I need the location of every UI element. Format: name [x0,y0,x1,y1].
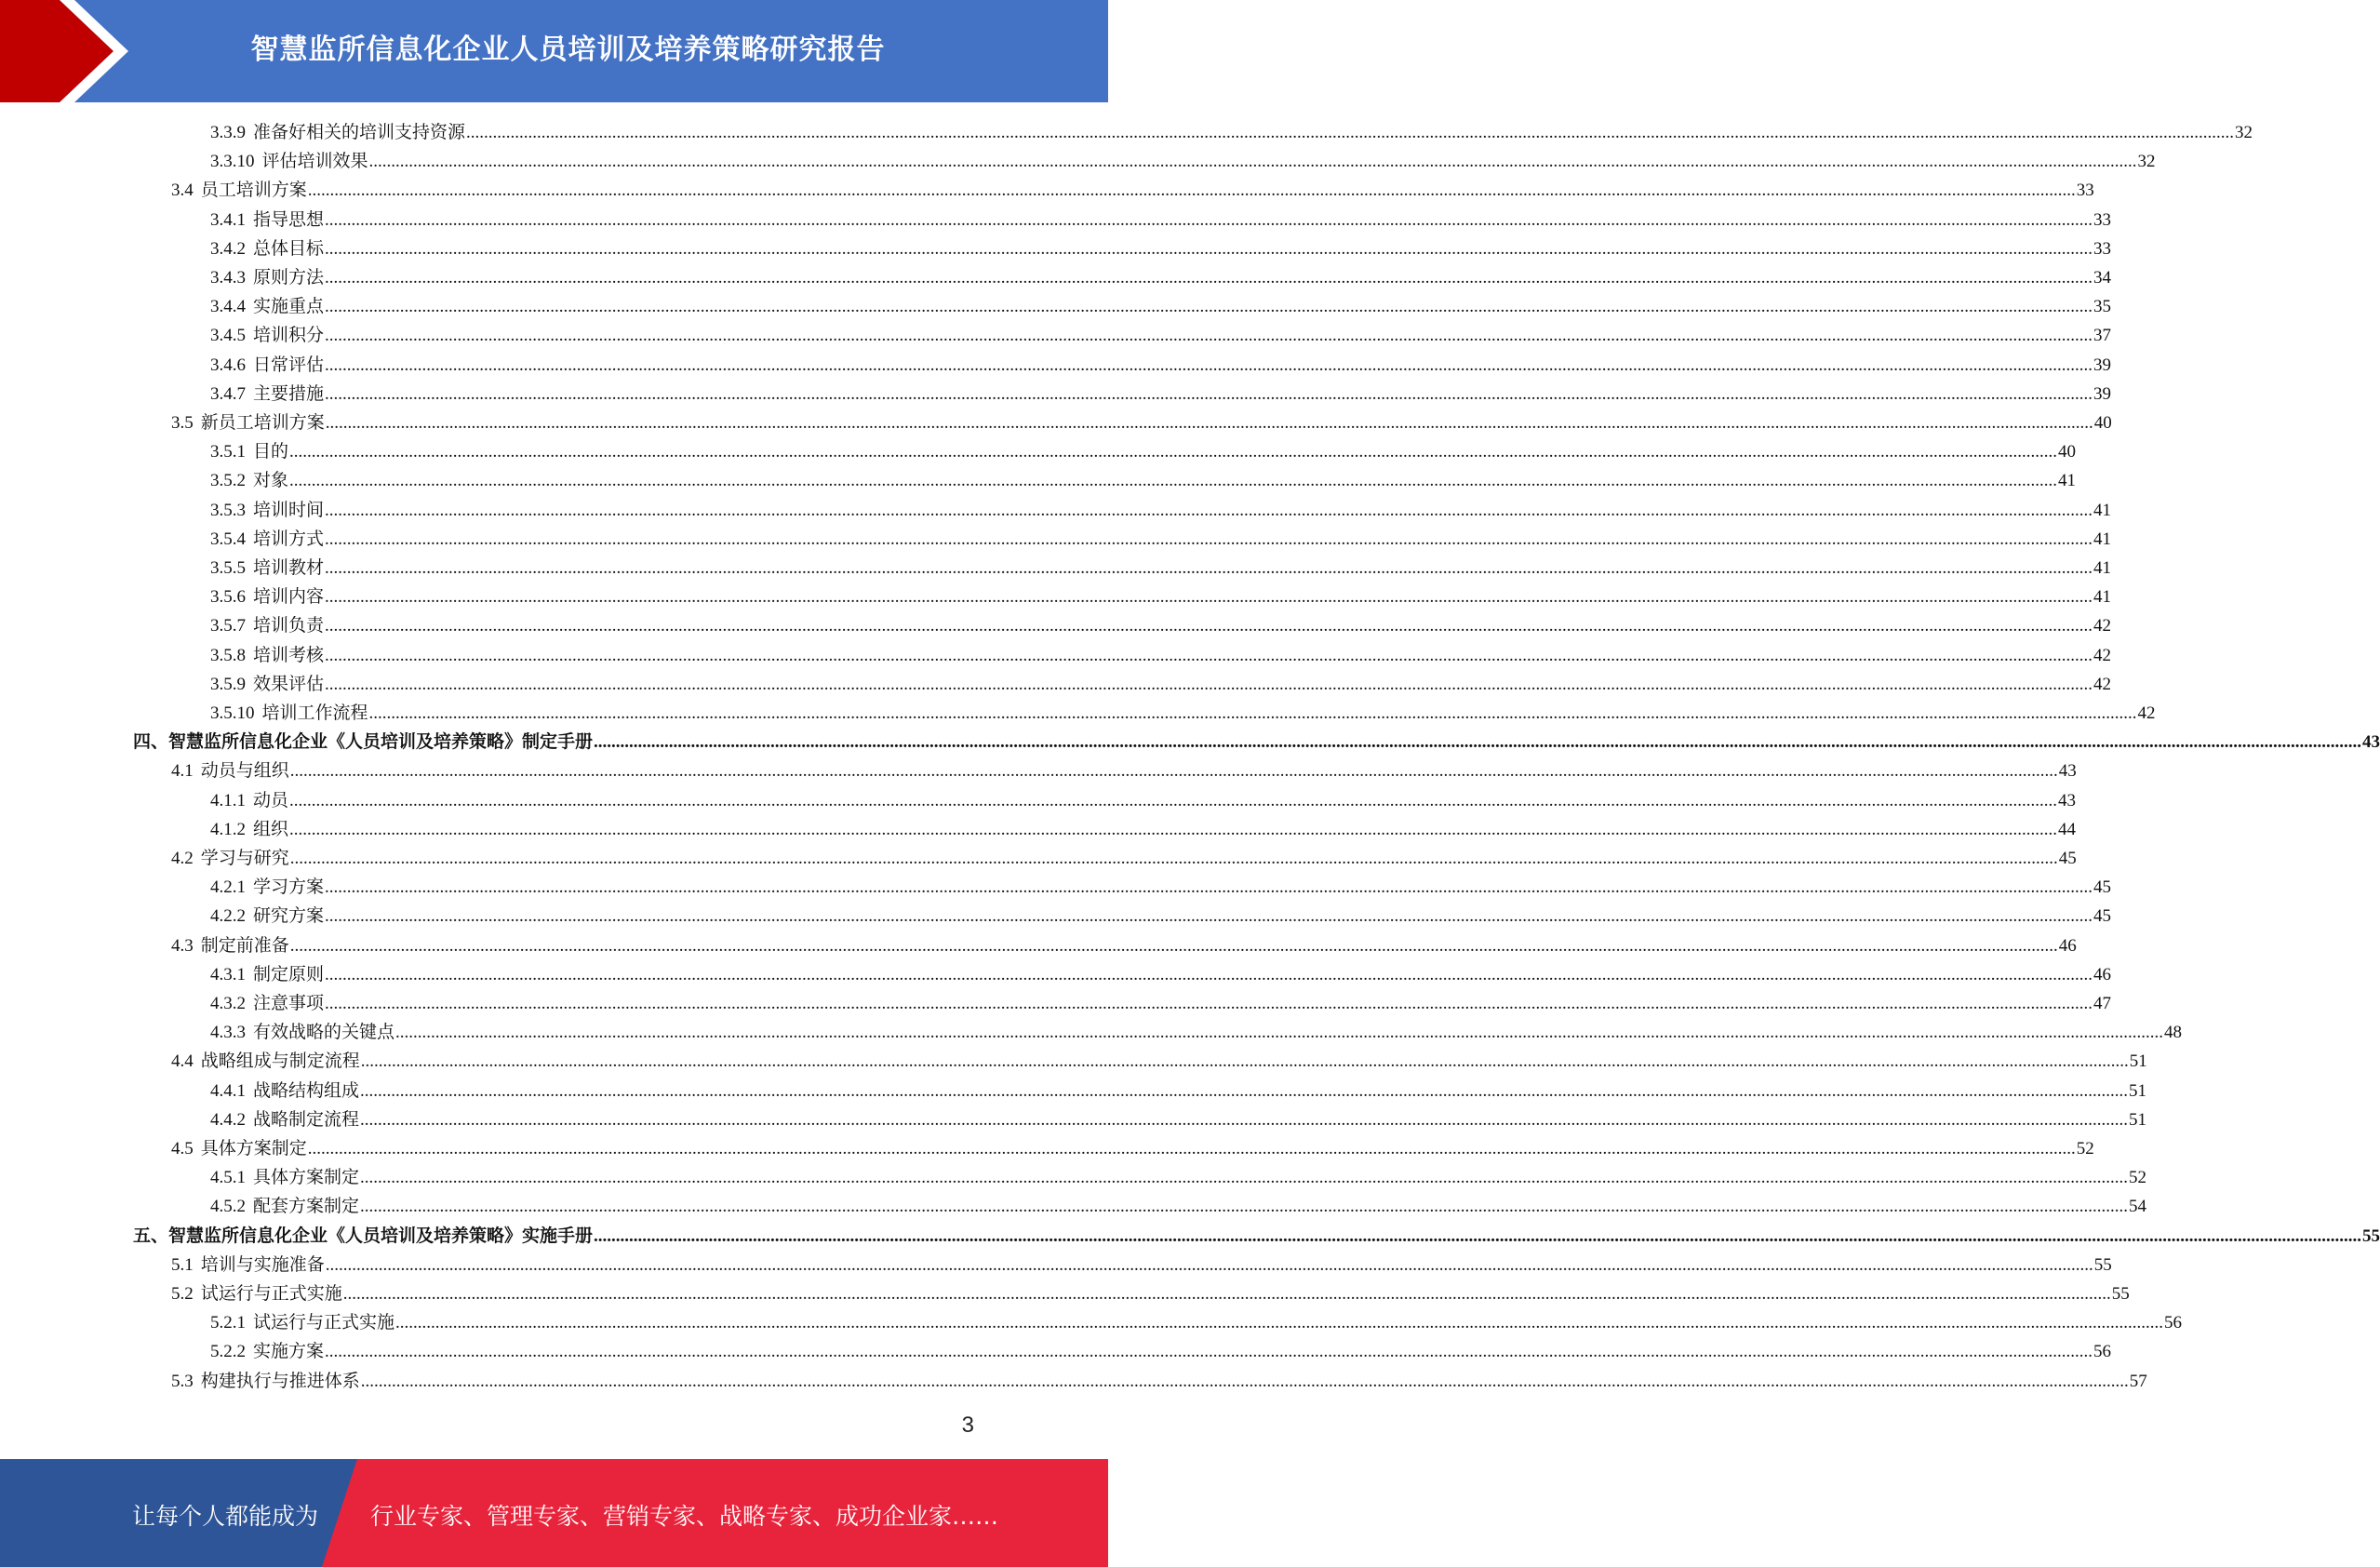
toc-entry-page: 41 [2093,587,2112,608]
toc-entry[interactable] [210,380,2112,408]
toc-dot-leader: ................................................................................................................................................................................................................................................................................................................................................................................................................ [289,442,2058,462]
toc-entry-title: 战略制定流程 [253,1109,360,1130]
toc-entry-page: 42 [2137,703,2156,723]
toc-entry-page: 43 [2362,732,2380,753]
toc-dot-leader: ................................................................................................................................................................................................................................................................................................................................................................................................................ [360,1168,2129,1188]
toc-dot-leader: ................................................................................................................................................................................................................................................................................................................................................................................................................ [289,819,2058,839]
toc-entry[interactable] [210,466,2077,495]
toc-entry[interactable] [210,147,2156,176]
toc-entry-title: 配套方案制定 [253,1197,360,1217]
toc-dot-leader: ................................................................................................................................................................................................................................................................................................................................................................................................................ [307,181,2076,201]
toc-entry-page: 35 [2093,297,2112,317]
toc-entry-title: 动员与组织 [200,761,289,782]
toc-entry[interactable] [133,728,2380,757]
toc-dot-leader: ................................................................................................................................................................................................................................................................................................................................................................................................................ [325,674,2093,694]
footer-slogan-right: 行业专家、管理专家、营销专家、战略专家、成功企业家…… [370,1503,999,1530]
toc-entry-number: 4.3.3 [210,1023,246,1043]
toc-dot-leader: ................................................................................................................................................................................................................................................................................................................................................................................................................ [325,645,2093,665]
toc-entry[interactable] [210,496,2112,525]
toc-entry[interactable] [210,873,2112,902]
toc-entry-number: 3.5.10 [210,703,255,723]
toc-entry-number: 4.2.2 [210,906,246,927]
toc-entry[interactable] [171,1134,2094,1163]
toc-entry-title: 日常评估 [253,355,325,375]
toc-entry-number: 5.2.1 [210,1313,246,1333]
toc-entry-number: 5.2 [171,1284,194,1304]
toc-entry-number: 3.4.6 [210,355,246,375]
toc-entry-page: 57 [2129,1371,2147,1391]
toc-dot-leader: ................................................................................................................................................................................................................................................................................................................................................................................................................ [325,906,2093,927]
toc-entry-number: 3.5 [171,413,194,433]
toc-dot-leader: ................................................................................................................................................................................................................................................................................................................................................................................................................ [289,761,2058,782]
toc-dot-leader: ................................................................................................................................................................................................................................................................................................................................................................................................................ [368,703,2137,723]
toc-entry[interactable] [210,118,2253,147]
toc-dot-leader: ................................................................................................................................................................................................................................................................................................................................................................................................................ [466,123,2235,142]
toc-entry-title: 试运行与正式实施 [200,1284,342,1304]
toc-entry-title: 实施方案 [253,1342,325,1362]
toc-entry-title: 四、智慧监所信息化企业《人员培训及培养策略》制定手册 [133,732,594,753]
toc-entry[interactable] [210,263,2112,292]
toc-dot-leader: ................................................................................................................................................................................................................................................................................................................................................................................................................ [325,1254,2093,1275]
toc-entry-page: 39 [2093,383,2112,404]
toc-dot-leader: ................................................................................................................................................................................................................................................................................................................................................................................................................ [594,1225,2362,1246]
toc-dot-leader: ................................................................................................................................................................................................................................................................................................................................................................................................................ [325,413,2093,433]
page-header [0,0,1108,102]
toc-entry-number: 3.4 [171,181,194,201]
toc-entry-title: 具体方案制定 [200,1139,307,1159]
toc-entry-page: 41 [2058,471,2077,491]
toc-entry-title: 研究方案 [253,906,325,927]
toc-dot-leader: ................................................................................................................................................................................................................................................................................................................................................................................................................ [325,877,2093,898]
toc-entry-number: 4.4.2 [210,1109,246,1130]
toc-entry-title: 培训方式 [253,529,325,549]
toc-entry-page: 51 [2129,1109,2147,1130]
toc-dot-leader: ................................................................................................................................................................................................................................................................................................................................................................................................................ [289,849,2058,868]
toc-entry-number: 3.4.4 [210,297,246,317]
toc-entry[interactable] [210,351,2112,380]
toc-entry-number: 3.4.5 [210,326,246,346]
toc-entry-title: 培训教材 [253,558,325,578]
toc-entry-page: 39 [2093,355,2112,375]
toc-entry-title: 培训负责 [253,616,325,636]
toc-entry[interactable] [171,408,2112,437]
toc-entry-title: 注意事项 [253,994,325,1013]
toc-entry[interactable] [210,525,2112,554]
toc-entry-number: 3.5.3 [210,500,246,520]
toc-entry[interactable] [171,1047,2147,1076]
toc-entry-title: 实施重点 [253,297,325,317]
toc-entry-number: 4.1 [171,761,194,782]
toc-entry-title: 总体目标 [253,238,325,259]
toc-entry-title: 组织 [253,819,289,839]
toc-entry-number: 4.3.2 [210,994,246,1013]
toc-entry[interactable] [210,960,2112,989]
toc-entry-title: 培训工作流程 [261,703,368,723]
toc-dot-leader: ................................................................................................................................................................................................................................................................................................................................................................................................................ [289,935,2058,956]
toc-entry-number: 3.5.9 [210,674,246,694]
toc-dot-leader: ................................................................................................................................................................................................................................................................................................................................................................................................................ [325,355,2093,375]
toc-entry-number: 5.1 [171,1254,194,1275]
toc-entry-page: 37 [2093,326,2112,346]
toc-entry-title: 五、智慧监所信息化企业《人员培训及培养策略》实施手册 [133,1225,594,1246]
toc-entry[interactable] [210,1077,2147,1105]
toc-entry-title: 培训积分 [253,326,325,346]
toc-entry-title: 学习方案 [253,877,325,898]
toc-dot-leader: ................................................................................................................................................................................................................................................................................................................................................................................................................ [360,1080,2129,1101]
toc-entry-number: 3.3.9 [210,123,246,142]
toc-entry[interactable] [171,1279,2130,1308]
toc-entry-page: 55 [2093,1254,2112,1275]
page-number: 3 [961,1413,974,1438]
toc-entry-page: 46 [2093,964,2112,984]
toc-entry-number: 3.5.5 [210,558,246,578]
toc-entry-number: 4.5.2 [210,1197,246,1217]
toc-entry-title: 指导思想 [253,209,325,230]
toc-entry[interactable] [171,1367,2147,1396]
toc-entry-page: 46 [2058,935,2077,956]
toc-dot-leader: ................................................................................................................................................................................................................................................................................................................................................................................................................ [325,268,2093,288]
toc-entry-title: 制定原则 [253,964,325,984]
toc-entry-page: 42 [2093,674,2112,694]
toc-entry-page: 52 [2129,1168,2147,1188]
toc-dot-leader: ................................................................................................................................................................................................................................................................................................................................................................................................................ [360,1197,2129,1217]
toc-dot-leader: ................................................................................................................................................................................................................................................................................................................................................................................................................ [342,1284,2111,1304]
toc-entry-number: 4.1.1 [210,790,246,810]
toc-entry-title: 战略组成与制定流程 [200,1051,360,1072]
toc-entry-page: 33 [2093,209,2112,230]
toc-entry-title: 对象 [253,471,289,491]
toc-entry-page: 56 [2164,1313,2183,1333]
toc-entry-number: 3.4.7 [210,383,246,404]
toc-entry-number: 3.5.4 [210,529,246,549]
toc-entry-page: 51 [2129,1051,2147,1072]
toc-entry[interactable] [210,902,2112,931]
toc-entry-title: 构建执行与推进体系 [200,1371,360,1391]
toc-entry-title: 培训与实施准备 [200,1254,325,1275]
toc-dot-leader: ................................................................................................................................................................................................................................................................................................................................................................................................................ [325,994,2093,1013]
toc-entry-page: 44 [2058,819,2077,839]
toc-entry-number: 4.4 [171,1051,194,1072]
toc-entry-page: 33 [2093,238,2112,259]
toc-entry-title: 制定前准备 [200,935,289,956]
toc-entry-number: 3.4.3 [210,268,246,288]
toc-entry-number: 5.3 [171,1371,194,1391]
toc-entry-number: 3.4.2 [210,238,246,259]
toc-entry-title: 新员工培训方案 [200,413,325,433]
toc-entry-number: 4.2.1 [210,877,246,898]
toc-entry-number: 3.3.10 [210,152,255,172]
toc-entry[interactable] [210,321,2112,350]
toc-entry-number: 3.5.2 [210,471,246,491]
toc-dot-leader: ................................................................................................................................................................................................................................................................................................................................................................................................................ [325,964,2093,984]
toc-entry[interactable] [210,234,2112,263]
toc-entry-title: 员工培训方案 [200,181,307,201]
footer-slogan-left: 让每个人都能成为 [132,1503,319,1530]
toc-entry-title: 目的 [253,442,289,462]
report-title: 智慧监所信息化企业人员培训及培养策略研究报告 [250,33,886,66]
toc-dot-leader: ................................................................................................................................................................................................................................................................................................................................................................................................................ [360,1109,2129,1130]
toc-entry-number: 4.2 [171,849,194,868]
toc-entry-page: 43 [2058,790,2077,810]
toc-entry-number: 4.1.2 [210,819,246,839]
toc-dot-leader: ................................................................................................................................................................................................................................................................................................................................................................................................................ [325,383,2093,404]
toc-entry[interactable] [171,1251,2112,1279]
toc-entry[interactable] [210,815,2077,844]
toc-dot-leader: ................................................................................................................................................................................................................................................................................................................................................................................................................ [307,1139,2076,1159]
toc-entry-title: 试运行与正式实施 [253,1313,395,1333]
toc-entry-number: 4.3.1 [210,964,246,984]
toc-entry[interactable] [210,989,2112,1018]
toc-entry[interactable] [210,641,2112,670]
toc-entry-number: 3.5.6 [210,587,246,608]
toc-dot-leader: ................................................................................................................................................................................................................................................................................................................................................................................................................ [325,297,2093,317]
toc-dot-leader: ................................................................................................................................................................................................................................................................................................................................................................................................................ [395,1313,2164,1333]
toc-entry-page: 42 [2093,616,2112,636]
toc-entry-page: 47 [2093,994,2112,1013]
toc-dot-leader: ................................................................................................................................................................................................................................................................................................................................................................................................................ [325,558,2093,578]
toc-dot-leader: ................................................................................................................................................................................................................................................................................................................................................................................................................ [360,1371,2129,1391]
toc-entry-page: 52 [2076,1139,2094,1159]
toc-dot-leader: ................................................................................................................................................................................................................................................................................................................................................................................................................ [594,732,2362,753]
toc-dot-leader: ................................................................................................................................................................................................................................................................................................................................................................................................................ [325,1342,2093,1362]
toc-entry[interactable] [210,786,2077,815]
toc-entry-page: 41 [2093,529,2112,549]
toc-dot-leader: ................................................................................................................................................................................................................................................................................................................................................................................................................ [325,616,2093,636]
toc-dot-leader: ................................................................................................................................................................................................................................................................................................................................................................................................................ [325,209,2093,230]
toc-entry-title: 战略结构组成 [253,1080,360,1101]
toc-entry[interactable] [171,757,2077,785]
toc-entry-page: 41 [2093,500,2112,520]
toc-entry-number: 3.4.1 [210,209,246,230]
toc-entry-number: 3.5.7 [210,616,246,636]
toc-entry-title: 原则方法 [253,268,325,288]
toc-entry-page: 54 [2129,1197,2147,1217]
toc-dot-leader: ................................................................................................................................................................................................................................................................................................................................................................................................................ [289,471,2058,491]
toc-entry-page: 55 [2362,1225,2380,1246]
toc-entry-page: 41 [2093,558,2112,578]
toc-entry-page: 45 [2058,849,2077,868]
toc-dot-leader: ................................................................................................................................................................................................................................................................................................................................................................................................................ [325,587,2093,608]
toc-entry-title: 有效战略的关键点 [253,1023,395,1043]
toc-entry[interactable] [210,1105,2147,1134]
toc-entry-number: 4.5 [171,1139,194,1159]
toc-entry-page: 48 [2164,1023,2183,1043]
toc-entry[interactable] [210,206,2112,234]
toc-entry-page: 42 [2093,645,2112,665]
toc-entry[interactable] [210,292,2112,321]
toc-entry-title: 培训考核 [253,645,325,665]
toc-entry-title: 准备好相关的培训支持资源 [253,123,466,142]
toc-entry-page: 55 [2111,1284,2130,1304]
toc-entry-title: 培训内容 [253,587,325,608]
toc-entry[interactable] [210,611,2112,640]
toc-entry-title: 动员 [253,790,289,810]
toc-entry-title: 评估培训效果 [261,152,368,172]
toc-entry-number: 3.5.1 [210,442,246,462]
toc-entry[interactable] [210,1018,2183,1047]
toc-entry-page: 51 [2129,1080,2147,1101]
toc-dot-leader: ................................................................................................................................................................................................................................................................................................................................................................................................................ [289,790,2058,810]
toc-entry-page: 45 [2093,877,2112,898]
toc-entry-number: 3.5.8 [210,645,246,665]
toc-dot-leader: ................................................................................................................................................................................................................................................................................................................................................................................................................ [325,500,2093,520]
toc-entry[interactable] [210,437,2077,466]
toc-entry-number: 4.3 [171,935,194,956]
toc-dot-leader: ................................................................................................................................................................................................................................................................................................................................................................................................................ [395,1023,2164,1043]
toc-entry[interactable] [171,176,2094,205]
toc-dot-leader: ................................................................................................................................................................................................................................................................................................................................................................................................................ [325,529,2093,549]
toc-entry-number: 4.5.1 [210,1168,246,1188]
toc-dot-leader: ................................................................................................................................................................................................................................................................................................................................................................................................................ [325,326,2093,346]
toc-entry[interactable] [210,1337,2112,1366]
toc-entry[interactable] [210,1192,2147,1221]
toc-entry[interactable] [210,670,2112,699]
page-footer [0,1459,1108,1567]
toc-entry[interactable] [210,699,2156,728]
toc-entry-title: 培训时间 [253,500,325,520]
toc-entry-title: 具体方案制定 [253,1168,360,1188]
toc-entry-title: 学习与研究 [200,849,289,868]
toc-entry[interactable] [133,1222,2380,1251]
toc-dot-leader: ................................................................................................................................................................................................................................................................................................................................................................................................................ [360,1051,2129,1072]
toc-entry-number: 4.4.1 [210,1080,246,1101]
toc-entry-page: 32 [2137,152,2156,172]
toc-entry-page: 32 [2235,123,2253,142]
toc-entry[interactable] [171,844,2077,873]
toc-entry-page: 40 [2058,442,2077,462]
toc-dot-leader: ................................................................................................................................................................................................................................................................................................................................................................................................................ [325,238,2093,259]
toc-entry-page: 40 [2093,413,2112,433]
toc-entry[interactable] [171,931,2077,960]
toc-entry-page: 33 [2076,181,2094,201]
toc-entry-title: 主要措施 [253,383,325,404]
toc-entry[interactable] [210,1163,2147,1192]
toc-entry[interactable] [210,1308,2183,1337]
toc-entry-page: 56 [2093,1342,2112,1362]
toc-entry-page: 45 [2093,906,2112,927]
toc-entry-title: 效果评估 [253,674,325,694]
toc-entry[interactable] [210,583,2112,611]
toc-entry[interactable] [210,554,2112,583]
toc-entry-page: 34 [2093,268,2112,288]
toc-dot-leader: ................................................................................................................................................................................................................................................................................................................................................................................................................ [368,152,2137,172]
toc-entry-page: 43 [2058,761,2077,782]
toc-entry-number: 5.2.2 [210,1342,246,1362]
